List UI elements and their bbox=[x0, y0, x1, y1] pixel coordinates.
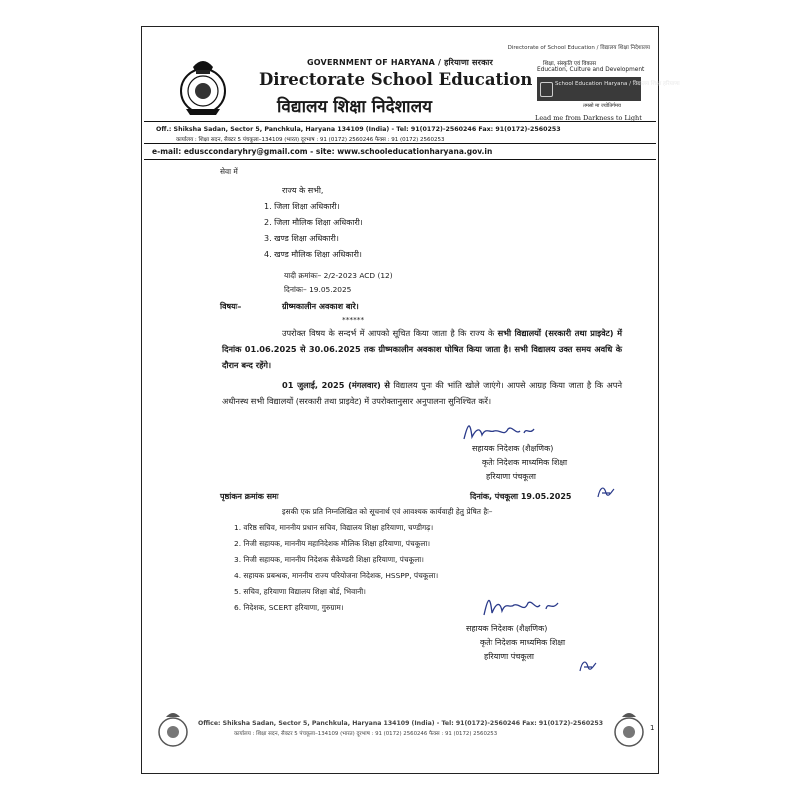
banner-text: School Education Haryana / विद्यालय शिक्षा हरियाणा bbox=[555, 81, 680, 87]
footer-address-hi: कार्यालय : शिक्षा सदन, सैक्टर 5 पंचकूला–134109 (भारत) दूरभाष : 91 (0172) 2560246 फैक्स : 91 (0172) 2560253 bbox=[234, 731, 498, 737]
memo-date: दिनांकः– 19.05.2025 bbox=[284, 285, 352, 294]
sanskrit-motto: तमसो मा ज्योतिर्गमय bbox=[583, 103, 621, 109]
copy-list-item: 6. निदेशक, SCERT हरियाणा, गुरुग्राम। bbox=[234, 603, 344, 612]
copy-list-item: 5. सचिव, हरियाणा विद्यालय शिक्षा बोर्ड, भिवानी। bbox=[234, 587, 366, 596]
signatory-place: हरियाणा पंचकूला bbox=[486, 472, 536, 481]
para1-intro: उपरोक्त विषय के सन्दर्भ में आपको सूचित किया जाता है कि राज्य के bbox=[282, 328, 498, 338]
motto-hindi: शिक्षा, संस्कृति एवं विकास bbox=[543, 61, 597, 67]
english-motto: Lead me from Darkness to Light bbox=[535, 114, 642, 122]
government-label: GOVERNMENT OF HARYANA / हरियाणा सरकार bbox=[307, 58, 493, 67]
signatory-designation: सहायक निदेशक (शैक्षणिक) bbox=[472, 444, 554, 453]
recipient-item: 3. खण्ड शिक्षा अधिकारी। bbox=[264, 234, 339, 243]
subject-label: विषयः– bbox=[220, 302, 242, 311]
subject-text: ग्रीष्मकालीन अवकाश बारे। bbox=[282, 302, 359, 311]
to-label: सेवा में bbox=[220, 167, 238, 176]
footer-address-en: Office: Shiksha Sadan, Sector 5, Panchkula, Haryana 134109 (India) - Tel: 91(0172)-2560246 Fax: 91(0172)-2560253 bbox=[198, 720, 604, 727]
office-address-hi: कार्यालय : शिक्षा सदन, सैक्टर 5 पंचकूला–134109 (भारत) दूरभाष : 91 (0172) 2560246 फैक्स : 91 (0172) 2560253 bbox=[176, 137, 445, 143]
signature-scribble-2 bbox=[480, 593, 564, 621]
header-rule-bottom bbox=[144, 159, 656, 160]
para1-bold: सभी विद्यालयों (सरकारी तथा प्राइवेट) में दिनांक 01.06.2025 से 30.06.2025 तक ग्रीष्मकालीन अवकाश घोषित किया जाता है। सभी विद्यालय उक्त समय अवधि के दौरान बन्द रहेंगे। bbox=[222, 328, 623, 370]
copy-list-item: 3. निजी सहायक, माननीय निदेशक सैकेण्डरी शिक्षा हरियाणा, पंचकूला। bbox=[234, 555, 424, 564]
page-number: 1 bbox=[650, 724, 655, 732]
signatory-place-2: हरियाणा पंचकूला bbox=[484, 652, 534, 661]
copy-intro: इसकी एक प्रति निम्नलिखित को सूचनार्थ एवं आवश्यक कार्यवाही हेतु प्रेषित हैः– bbox=[282, 507, 493, 516]
copy-list-item: 2. निजी सहायक, माननीय महानिदेशक मौलिक शिक्षा हरियाणा, पंचकूला। bbox=[234, 539, 431, 548]
initials-mark-2 bbox=[576, 657, 598, 675]
office-address-en: Off.: Shiksha Sadan, Sector 5, Panchkula, Haryana 134109 (India) - Tel: 91(0172)-2560246 Fax: 91(0172)-2560253 bbox=[156, 126, 561, 133]
footer-emblem-right-icon bbox=[612, 711, 646, 749]
separator-stars: ****** bbox=[342, 315, 365, 324]
directorate-title-hi: विद्यालय शिक्षा निदेशालय bbox=[277, 97, 432, 117]
to-all: राज्य के सभी, bbox=[282, 186, 324, 195]
copy-list-item: 1. वरिष्ठ सचिव, माननीय प्रधान सचिव, विद्यालय शिक्षा हरियाणा, चण्डीगढ़। bbox=[234, 523, 434, 532]
directorate-title-en: Directorate School Education bbox=[259, 70, 533, 89]
header-rule-mid bbox=[144, 143, 656, 144]
contact-line: e-mail: edusccondaryhry@gmail.com - site: www.schooleducationharyana.gov.in bbox=[152, 147, 493, 156]
recipient-item: 1. जिला शिक्षा अधिकारी। bbox=[264, 202, 340, 211]
signatory-designation-2: सहायक निदेशक (शैक्षणिक) bbox=[466, 624, 548, 633]
lamp-icon bbox=[540, 82, 553, 97]
endorsement-date: दिनांक, पंचकूला 19.05.2025 bbox=[470, 492, 572, 501]
endorsement-label: पृष्ठांकन क्रमांक समः bbox=[220, 492, 279, 501]
body-paragraph-2 bbox=[222, 377, 622, 409]
para2-bold: 01 जुलाई, 2025 (मंगलवार) से bbox=[282, 380, 390, 390]
recipient-item: 4. खण्ड मौलिक शिक्षा अधिकारी। bbox=[264, 250, 362, 259]
copy-list-item: 4. सहायक प्रबन्धक, माननीय राज्य परियोजना निदेशक, HSSPP, पंचकूला। bbox=[234, 571, 439, 580]
para2-rest: विद्यालय पुनः की भांति खोले जाएंगे। आपसे आग्रह किया जाता है कि अपने अधीनस्थ सभी विद्यालयों (सरकारी तथा प्राइवेट) में उपरोक्तानुसार अनुपालना सुनिश्चित करें। bbox=[222, 380, 622, 406]
motto-english: Education, Culture and Development bbox=[537, 67, 645, 73]
signatory-on-behalf-2: कृतेः निदेशक माध्यमिक शिक्षा bbox=[480, 638, 566, 647]
recipient-item: 2. जिला मौलिक शिक्षा अधिकारी। bbox=[264, 218, 363, 227]
top-right-caption: Directorate of School Education / विद्यालय शिक्षा निदेशालय bbox=[507, 45, 650, 51]
school-education-banner bbox=[537, 77, 680, 101]
footer-emblem-left-icon bbox=[156, 711, 190, 749]
haryana-emblem-icon bbox=[176, 55, 230, 117]
signature-scribble bbox=[460, 419, 540, 445]
initials-mark bbox=[594, 483, 616, 501]
header-rule-top bbox=[144, 121, 656, 122]
memo-number: यादी क्रमांकः– 2/2-2023 ACD (12) bbox=[284, 271, 393, 280]
body-paragraph-1 bbox=[222, 325, 622, 373]
signatory-on-behalf: कृतेः निदेशक माध्यमिक शिक्षा bbox=[482, 458, 568, 467]
letter-page bbox=[141, 26, 680, 774]
